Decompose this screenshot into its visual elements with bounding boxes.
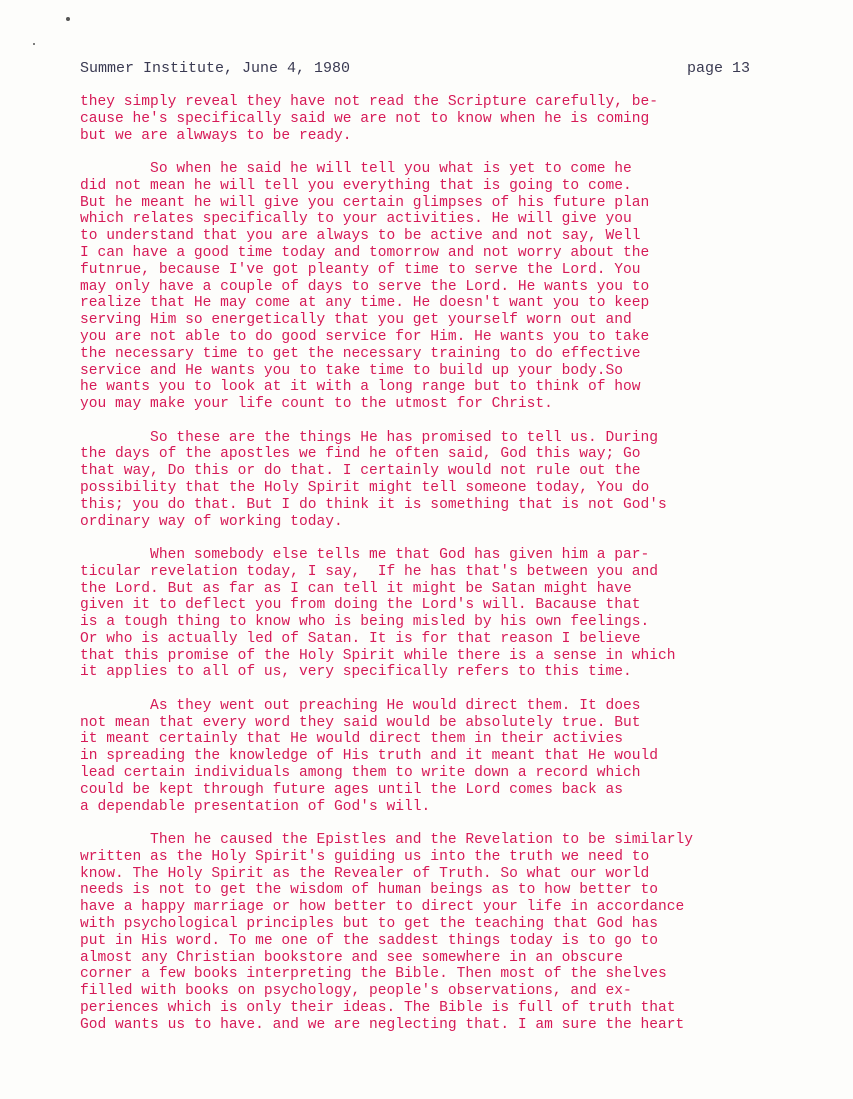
text-line: it meant certainly that He would direct them in their activies	[80, 731, 623, 748]
text-line: Then he caused the Epistles and the Revelation to be similarly	[80, 832, 694, 849]
text-line: this; you do that. But I do think it is something that is not God's	[80, 496, 667, 513]
paragraph	[80, 832, 820, 1034]
text-line: filled with books on psychology, people's observations, and ex-	[80, 983, 632, 1000]
text-line: have a happy marriage or how better to direct your life in accordance	[80, 899, 685, 916]
paragraph	[80, 161, 820, 413]
text-line: cause he's specifically said we are not to know when he is coming	[80, 110, 650, 127]
text-line: it applies to all of us, very specifically refers to this time.	[80, 664, 632, 681]
text-line: corner a few books interpreting the Bible. Then most of the shelves	[80, 966, 667, 983]
page-header	[80, 60, 750, 80]
text-line: When somebody else tells me that God has given him a par-	[80, 546, 650, 563]
text-line: did not mean he will tell you everything that is going to come.	[80, 177, 632, 194]
text-line: the Lord. But as far as I can tell it might be Satan might have	[80, 580, 632, 597]
text-line: almost any Christian bookstore and see somewhere in an obscure	[80, 949, 623, 966]
text-line: know. The Holy Spirit as the Revealer of Truth. So what our world	[80, 865, 650, 882]
text-line: that way, Do this or do that. I certainly would not rule out the	[80, 463, 641, 480]
text-line: serving Him so energetically that you get yourself worn out and	[80, 312, 632, 329]
text-line: But he meant he will give you certain glimpses of his future plan	[80, 194, 650, 211]
text-line: So when he said he will tell you what is yet to come he	[80, 160, 632, 177]
text-line: futnrue, because I've got pleanty of time to serve the Lord. You	[80, 261, 641, 278]
text-line: periences which is only their ideas. The Bible is full of truth that	[80, 1000, 676, 1017]
ink-speck-mark	[33, 43, 35, 45]
text-line: As they went out preaching He would direct them. It does	[80, 697, 641, 714]
text-line: which relates specifically to your activities. He will give you	[80, 211, 632, 228]
text-line: I can have a good time today and tomorrow and not worry about the	[80, 244, 650, 261]
paragraph	[80, 94, 820, 144]
text-line: ordinary way of working today.	[80, 513, 343, 530]
paragraph	[80, 547, 820, 681]
text-line: but we are alwways to be ready.	[80, 127, 352, 144]
text-line: may only have a couple of days to serve the Lord. He wants you to	[80, 278, 650, 295]
text-line: So these are the things He has promised to tell us. During	[80, 429, 659, 446]
text-line: God wants us to have. and we are neglecting that. I am sure the heart	[80, 1016, 685, 1033]
text-line: possibility that the Holy Spirit might tell someone today, You do	[80, 479, 650, 496]
document-body	[80, 94, 820, 1050]
text-line: service and He wants you to take time to build up your body.So	[80, 362, 623, 379]
ink-speck-mark	[66, 17, 70, 21]
text-line: the days of the apostles we find he often said, God this way; Go	[80, 446, 641, 463]
text-line: could be kept through future ages until the Lord comes back as	[80, 781, 623, 798]
text-line: is a tough thing to know who is being misled by his own feelings.	[80, 614, 650, 631]
text-line: in spreading the knowledge of His truth and it meant that He would	[80, 748, 659, 765]
text-line: to understand that you are always to be active and not say, Well	[80, 228, 641, 245]
text-line: given it to deflect you from doing the Lord's will. Bacause that	[80, 597, 641, 614]
text-line: they simply reveal they have not read the Scripture carefully, be-	[80, 94, 659, 110]
text-line: lead certain individuals among them to write down a record which	[80, 765, 641, 782]
text-line: the necessary time to get the necessary training to do effective	[80, 345, 641, 362]
text-line: Or who is actually led of Satan. It is for that reason I believe	[80, 630, 641, 647]
text-line: you are not able to do good service for Him. He wants you to take	[80, 328, 650, 345]
text-line: with psychological principles but to get the teaching that God has	[80, 916, 659, 933]
text-line: written as the Holy Spirit's guiding us into the truth we need to	[80, 848, 650, 865]
text-line: that this promise of the Holy Spirit while there is a sense in which	[80, 647, 676, 664]
text-line: a dependable presentation of God's will.	[80, 798, 431, 815]
text-line: needs is not to get the wisdom of human beings as to how better to	[80, 882, 659, 899]
text-line: ticular revelation today, I say, If he has that's between you and	[80, 563, 659, 580]
page-number: page 13	[686, 60, 750, 77]
text-line: you may make your life count to the utmost for Christ.	[80, 396, 553, 413]
header-title: Summer Institute, June 4, 1980	[80, 60, 351, 77]
text-line: put in His word. To me one of the saddest things today is to go to	[80, 932, 659, 949]
text-line: he wants you to look at it with a long range but to think of how	[80, 379, 641, 396]
paragraph	[80, 698, 820, 816]
text-line: realize that He may come at any time. He doesn't want you to keep	[80, 295, 650, 312]
text-line: not mean that every word they said would be absolutely true. But	[80, 714, 641, 731]
paragraph	[80, 430, 820, 531]
